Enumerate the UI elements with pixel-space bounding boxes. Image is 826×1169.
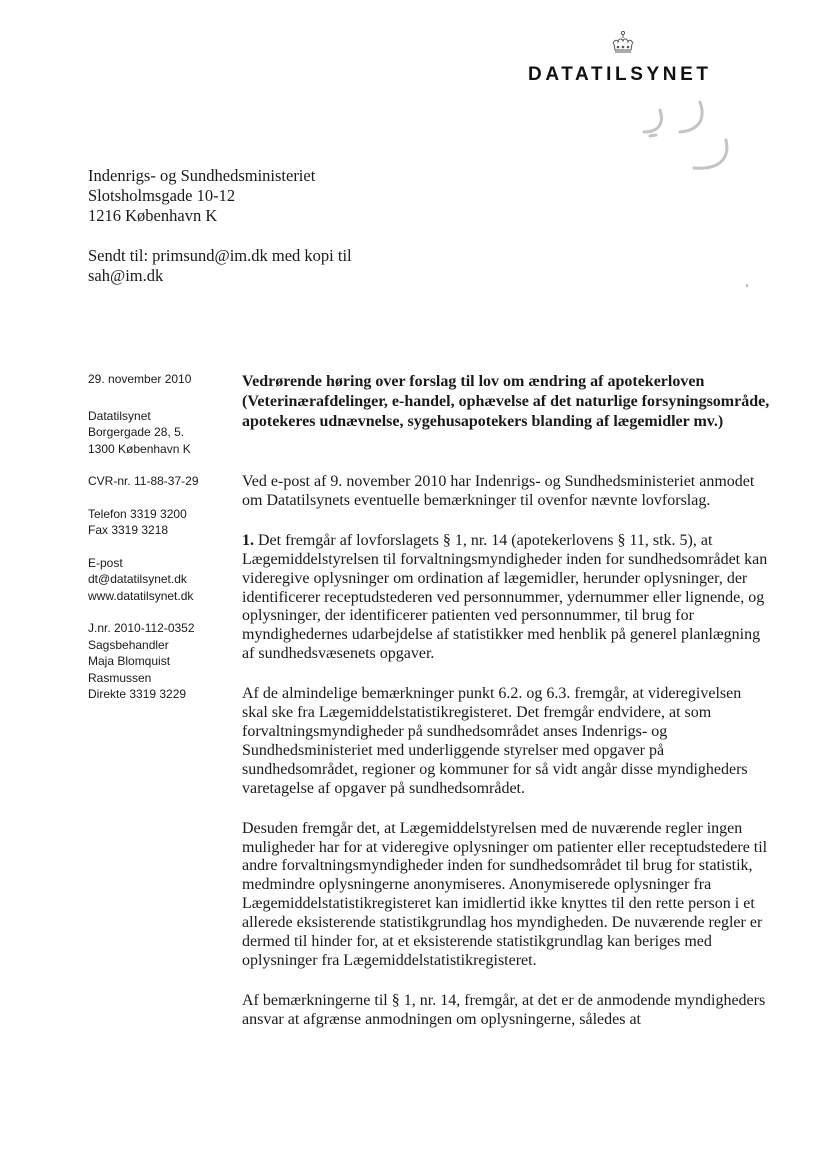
section-number: 1. bbox=[242, 531, 254, 549]
cvr-number: CVR-nr. 11-88-37-29 bbox=[88, 474, 199, 488]
email-address: dt@datatilsynet.dk bbox=[88, 572, 187, 586]
sender-street: Borgergade 28, 5. bbox=[88, 425, 185, 439]
royal-crown-icon bbox=[608, 30, 638, 60]
body-paragraph-2-text: Det fremgår af lovforslagets § 1, nr. 14 (apotekerlovens § 11, stk. 5), at Lægemiddelstyrelsen til forvaltningsmyndigheder inden for sundhedsområdet kan videregive oplysninger om ordination af lægemidler, herunder oplysninger, der identificerer receptudstederen ved personnummer, ydernummer eller lignende, og oplysninger, der identificerer patienten ved personnummer, til brug for myndighedernes udarbejdelse af statistikker med henblik på generel planlægning af sundhedsvæsenets opgaver. bbox=[242, 531, 768, 663]
body-paragraph-2 bbox=[242, 532, 770, 664]
body-paragraph-3: Af de almindelige bemærkninger punkt 6.2. og 6.3. fremgår, at videregivelsen skal ske fra Lægemiddelstatistikregisteret. Det fremgår endvidere, at som forvaltningsmyndigheder på sundhedsområdet anses Indenrigs- og Sundhedsministeriet med underliggende styrelser med opgaver på sundhedsområdet, regioner og kommuner for så vidt angår disse myndigheders varetagelse af opgaver på sundhedsområdet. bbox=[242, 685, 748, 797]
body-paragraph-1: Ved e-post af 9. november 2010 har Indenrigs- og Sundhedsministeriet anmodet om Datatilsynets eventuelle bemærkninger til ovenfor nævnte lovforslag. bbox=[242, 473, 755, 509]
sender-info-column bbox=[88, 371, 228, 719]
recipient-name: Indenrigs- og Sundhedsministeriet bbox=[88, 166, 316, 185]
case-officer-surname: Rasmussen bbox=[88, 670, 152, 685]
case-officer-name: Maja Blomquist bbox=[88, 654, 171, 668]
direct-phone: Direkte 3319 3229 bbox=[88, 687, 187, 701]
body-paragraph-5: Af bemærkningerne til § 1, nr. 14, fremgår, at det er de anmodende myndigheders ansvar at afgrænse anmodningen om oplysningerne, således at bbox=[242, 991, 766, 1028]
recipient-city: 1216 København K bbox=[88, 206, 218, 225]
case-officer-label: Sagsbehandler bbox=[88, 637, 169, 652]
sent-to-line: Sendt til: primsund@im.dk med kopi til sah@im.dk bbox=[88, 246, 352, 285]
fax-number: Fax 3319 3218 bbox=[88, 523, 169, 537]
website: www.datatilsynet.dk bbox=[88, 588, 194, 603]
body-paragraph-4: Desuden fremgår det, at Lægemiddelstyrelsen med de nuværende regler ingen muligheder har for at videregive oplysninger om patienter eller receptudstedere til andre forvaltningsmyndigheder inden for sundhedsområdet til brug for statistik, medmindre oplysningerne anonymiseres. Anonymiserede oplysninger fra Lægemiddelstatistikregisteret kan imidlertid ikke knyttes til den rette person i et allerede eksisterende statistikgrundlag hos myndigheden. De nuværende regler er dermed til hinder for, at et eksisterende statistikgrundlag kan beriges med oplysninger fra Lægemiddelstatistikregisteret. bbox=[242, 819, 768, 969]
phone-number: Telefon 3319 3200 bbox=[88, 506, 187, 521]
email-label: E-post bbox=[88, 555, 123, 570]
letter-date: 29. november 2010 bbox=[88, 372, 192, 386]
handwritten-initials-mark bbox=[630, 100, 740, 190]
recipient-address bbox=[88, 166, 315, 226]
scan-speck bbox=[746, 284, 748, 287]
sender-city: 1300 København K bbox=[88, 441, 191, 456]
letter-subject: Vedrørende høring over forslag til lov om ændring af apotekerloven (Veterinærafdelinger, e-handel, ophævelse af det naturlige forsyningsområde, apotekeres udnævnelse, sygehusapotekers blanding af lægemidler mv.) bbox=[242, 373, 770, 430]
journal-number: J.nr. 2010-112-0352 bbox=[88, 621, 195, 635]
recipient-street: Slotsholmsgade 10-12 bbox=[88, 186, 236, 205]
letter-body bbox=[242, 372, 770, 1051]
brand-name: DATATILSYNET bbox=[528, 64, 712, 85]
sender-org-name: Datatilsynet bbox=[88, 408, 151, 423]
